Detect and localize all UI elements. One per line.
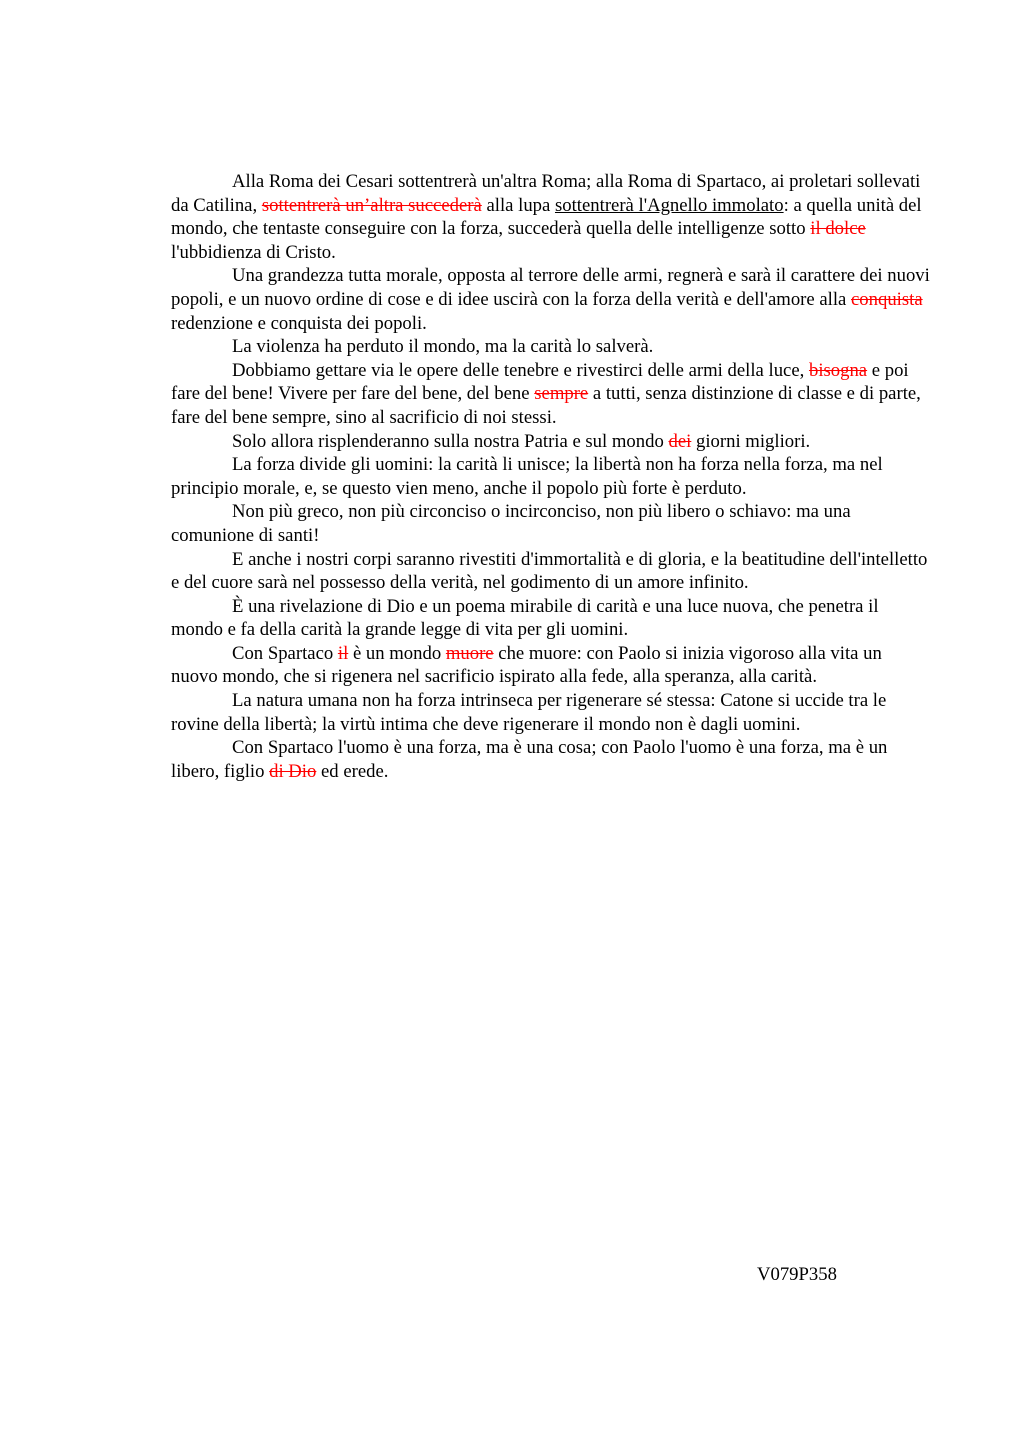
text-run: è un mondo [348, 642, 446, 664]
page-identifier: V079P358 [757, 1264, 837, 1285]
text-run: che muore: con Paolo si inizia vigoroso alla vita un nuovo mondo, che si rigenera nel sacrificio ispirato alla fede, alla speranza, alla carità. [171, 642, 882, 688]
text-run: alla lupa [481, 194, 555, 216]
text-run: Alla Roma dei Cesari sottentrerà un'altra Roma; alla Roma di Spartaco, ai proletari sollevati da Catilina, [171, 171, 921, 216]
text-run: È una rivelazione di Dio e un poema mirabile di carità e una luce nuova, che penetra il mondo e fa della carità la grande legge di vita per gli uomini. [171, 595, 879, 641]
text-run: La forza divide gli uomini: la carità li unisce; la libertà non ha forza nella forza, ma nel principio morale, e, se questo vien meno, anche il popolo più forte è perduto. [171, 454, 883, 499]
paragraph [171, 642, 931, 689]
deleted-text: sempre [534, 383, 589, 405]
deleted-text: bisogna [808, 359, 868, 381]
paragraph [171, 595, 931, 642]
text-run: giorni migliori. [691, 430, 811, 452]
deleted-text: il dolce [810, 218, 866, 240]
paragraph [171, 689, 931, 736]
text-run: La natura umana non ha forza intrinseca per rigenerare sé stessa: Catone si uccide tra le rovine della libertà; la virtù intima che deve rigenerare il mondo non è dagli uomini. [171, 690, 887, 735]
text-run: Con Spartaco [232, 642, 338, 664]
inserted-text: sottentrerà l'Agnello immolato [554, 194, 784, 216]
paragraph [171, 359, 931, 430]
text-run: e poi fare del bene! Vivere per fare del bene, del bene [171, 359, 909, 405]
text-run: l'ubbidienza di Cristo. [171, 241, 336, 263]
paragraph [171, 500, 931, 547]
paragraph [171, 264, 931, 335]
deleted-text: il [337, 642, 349, 664]
text-run: a tutti, senza distinzione di classe e di parte, fare del bene sempre, sino al sacrificio di noi stessi. [171, 383, 921, 428]
paragraph [171, 736, 931, 783]
paragraph [171, 170, 931, 264]
text-run: Solo allora risplenderanno sulla nostra Patria e sul mondo [232, 430, 669, 452]
text-run: Non più greco, non più circonciso o incirconciso, non più libero o schiavo: ma una comunione di santi! [171, 501, 851, 546]
text-run: Con Spartaco l'uomo è una forza, ma è una cosa; con Paolo l'uomo è una forza, ma è un libero, figlio [171, 737, 888, 782]
text-run: La violenza ha perduto il mondo, ma la carità lo salverà. [232, 336, 654, 358]
paragraph [171, 335, 931, 359]
deleted-text: di Dio [269, 760, 317, 782]
text-run: Dobbiamo gettare via le opere delle tenebre e rivestirci delle armi della luce, [232, 359, 809, 381]
paragraph [171, 548, 931, 595]
deleted-text: conquista [851, 288, 923, 310]
text-run: ed erede. [316, 760, 389, 782]
paragraph [171, 453, 931, 500]
deleted-text: dei [668, 430, 692, 452]
document-body [171, 170, 931, 783]
text-run: E anche i nostri corpi saranno rivestiti d'immortalità e di gloria, e la beatitudine dell'intelletto e del cuore sarà nel possesso della verità, nel godimento di un amore infinito. [171, 548, 928, 594]
paragraph [171, 430, 931, 454]
deleted-text: sottentrerà un’altra succederà [261, 194, 482, 216]
text-run: redenzione e conquista dei popoli. [171, 312, 427, 334]
text-run: : a quella unità del mondo, che tentaste conseguire con la forza, succederà quella delle intelligenze sotto [171, 194, 922, 240]
text-run: Una grandezza tutta morale, opposta al terrore delle armi, regnerà e sarà il carattere dei nuovi popoli, e un nuovo ordine di cose e di idee uscirà con la forza della verità e dell'amore alla [171, 265, 930, 310]
deleted-text: muore [445, 642, 494, 664]
